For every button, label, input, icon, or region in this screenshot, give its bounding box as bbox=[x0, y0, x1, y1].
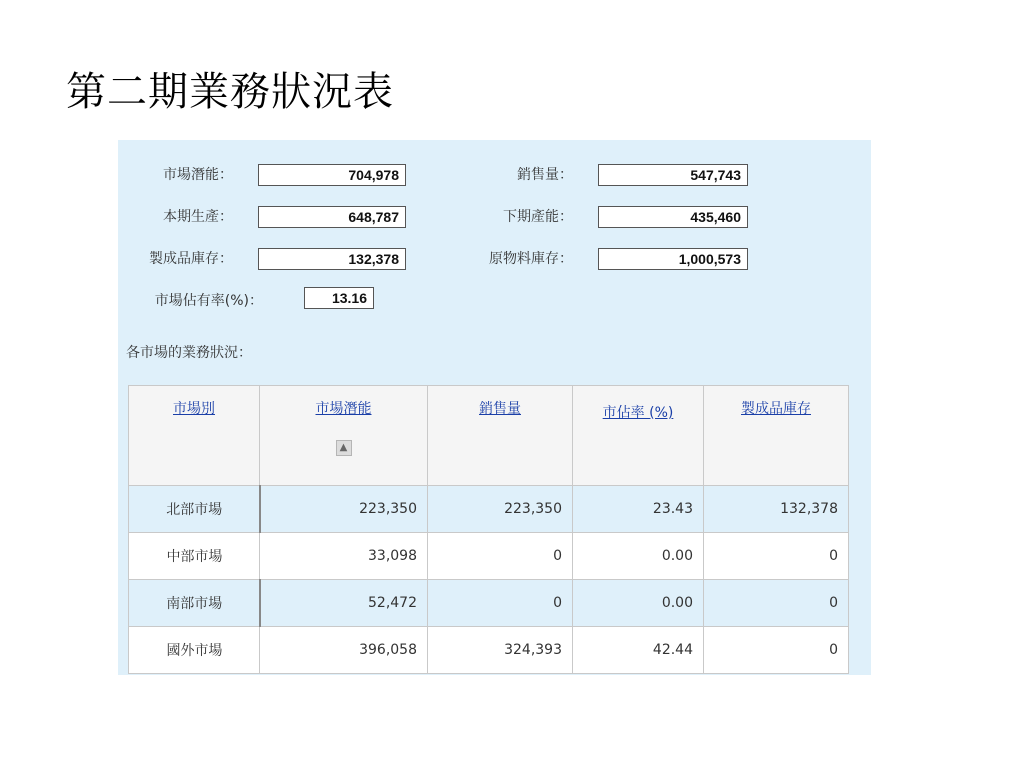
row-market-potential: 33,098 bbox=[260, 533, 428, 580]
market-share-label: 市場佔有率(%)： bbox=[154, 293, 263, 309]
header-market bbox=[129, 386, 260, 486]
row-market-share: 0.00 bbox=[573, 533, 704, 580]
sales-field: 547,743 bbox=[598, 164, 748, 186]
finished-inventory-field: 132,378 bbox=[258, 248, 406, 270]
row-market-share: 0.00 bbox=[573, 580, 704, 627]
row-sales: 0 bbox=[428, 533, 573, 580]
table-row bbox=[129, 580, 849, 627]
raw-inventory-field: 1,000,573 bbox=[598, 248, 748, 270]
sort-by-sales-link[interactable]: 銷售量 bbox=[479, 401, 521, 417]
slide-title: 第二期業務狀況表 bbox=[66, 69, 394, 115]
row-market-potential: 223,350 bbox=[260, 486, 428, 533]
table-header-row bbox=[129, 386, 849, 486]
row-market-share: 42.44 bbox=[573, 627, 704, 674]
next-capacity-label: 下期產能： bbox=[503, 209, 573, 225]
row-market-name: 中部市場 bbox=[129, 533, 260, 580]
market-share-field: 13.16 bbox=[304, 287, 374, 309]
table-row bbox=[129, 533, 849, 580]
row-sales: 0 bbox=[428, 580, 573, 627]
row-market-share: 23.43 bbox=[573, 486, 704, 533]
row-finished-inventory: 0 bbox=[704, 533, 849, 580]
header-finished-inventory bbox=[704, 386, 849, 486]
sort-by-finished-inventory-link[interactable]: 製成品庫存 bbox=[741, 401, 811, 417]
row-market-name: 國外市場 bbox=[129, 627, 260, 674]
finished-inventory-label: 製成品庫存： bbox=[149, 251, 233, 267]
raw-inventory-label: 原物料庫存： bbox=[489, 251, 573, 267]
row-finished-inventory: 0 bbox=[704, 627, 849, 674]
row-market-potential: 396,058 bbox=[260, 627, 428, 674]
row-sales: 324,393 bbox=[428, 627, 573, 674]
row-finished-inventory: 132,378 bbox=[704, 486, 849, 533]
next-capacity-field: 435,460 bbox=[598, 206, 748, 228]
production-field: 648,787 bbox=[258, 206, 406, 228]
sort-by-market-potential-link[interactable]: 市場潛能 bbox=[315, 401, 372, 417]
business-status-panel bbox=[118, 140, 871, 675]
header-market-share bbox=[573, 386, 704, 486]
row-finished-inventory: 0 bbox=[704, 580, 849, 627]
sort-by-market-share-link[interactable]: 市佔率 (%) bbox=[602, 405, 674, 421]
table-row bbox=[129, 627, 849, 674]
row-market-potential: 52,472 bbox=[260, 580, 428, 627]
row-sales: 223,350 bbox=[428, 486, 573, 533]
table-row bbox=[129, 486, 849, 533]
row-market-name: 北部市場 bbox=[129, 486, 260, 533]
production-label: 本期生產： bbox=[163, 209, 233, 225]
market-status-table bbox=[128, 385, 849, 674]
market-potential-field: 704,978 bbox=[258, 164, 406, 186]
sort-by-market-link[interactable]: 市場別 bbox=[173, 401, 215, 417]
header-market-potential bbox=[260, 386, 428, 486]
market-potential-label: 市場潛能： bbox=[163, 167, 233, 183]
header-sales bbox=[428, 386, 573, 486]
sort-ascending-icon[interactable]: ▲ bbox=[336, 440, 352, 456]
section-label: 各市場的業務狀況： bbox=[126, 345, 252, 361]
row-market-name: 南部市場 bbox=[129, 580, 260, 627]
sales-label: 銷售量： bbox=[517, 167, 573, 183]
